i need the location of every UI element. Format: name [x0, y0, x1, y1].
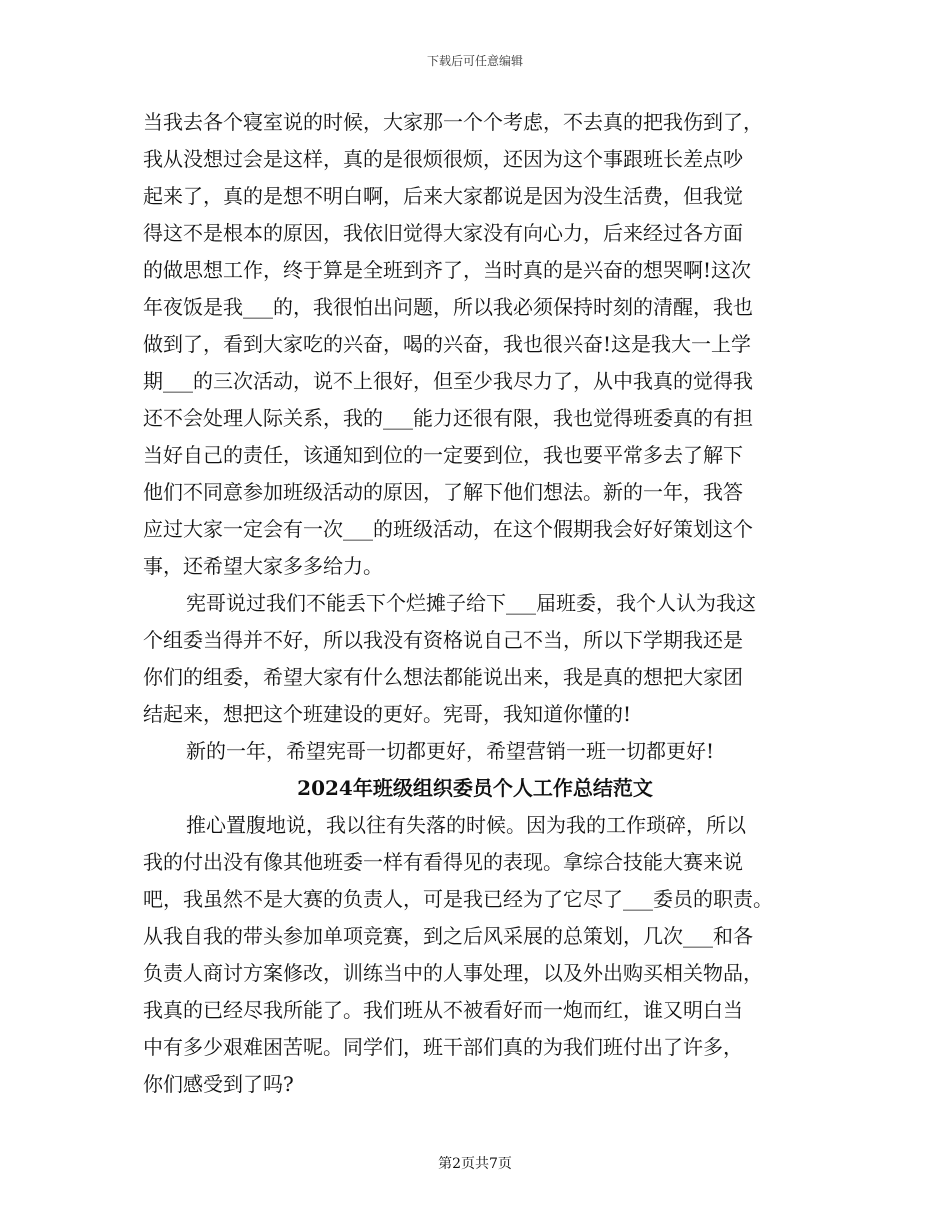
- text-line: 还不会处理人际关系，我的___能力还很有限，我也觉得班委真的有担: [143, 406, 753, 430]
- text-line: 我真的已经尽我所能了。我们班从不被看好而一炮而红，谁又明白当: [143, 998, 743, 1022]
- text-line: 期___的三次活动，说不上很好，但至少我尽力了，从中我真的觉得我: [143, 369, 753, 393]
- section-heading: 2024年班级组织委员个人工作总结范文: [297, 776, 653, 800]
- text-line: 起来了，真的是想不明白啊，后来大家都说是因为没生活费，但我觉: [143, 184, 743, 208]
- text-line: 应过大家一定会有一次___的班级活动，在这个假期我会好好策划这个: [143, 517, 753, 541]
- paragraph-first-line: 新的一年，希望宪哥一切都更好，希望营销一班一切都更好!: [186, 739, 715, 763]
- text-line: 你们的组委，希望大家有什么想法都能说出来，我是真的想把大家团: [143, 665, 743, 689]
- paragraph-first-line: 宪哥说过我们不能丢下个烂摊子给下___届班委，我个人认为我这: [186, 591, 756, 615]
- document-body: [0, 104, 950, 1103]
- text-line: 事，还希望大家多多给力。: [143, 554, 383, 578]
- text-line: 做到了，看到大家吃的兴奋，喝的兴奋，我也很兴奋!这是我大一上学: [143, 332, 752, 356]
- text-line: 结起来，想把这个班建设的更好。宪哥，我知道你懂的!: [143, 702, 632, 726]
- text-line: 我的付出没有像其他班委一样有看得见的表现。拿综合技能大赛来说: [143, 850, 743, 874]
- text-line: 得这不是根本的原因，我依旧觉得大家没有向心力，后来经过各方面: [143, 221, 743, 245]
- text-line: 吧，我虽然不是大赛的负责人，可是我已经为了它尽了___委员的职责。: [143, 887, 773, 911]
- text-line: 中有多少艰难困苦呢。同学们，班干部们真的为我们班付出了许多，: [143, 1035, 743, 1059]
- text-line: 当我去各个寝室说的时候，大家那一个个考虑，不去真的把我伤到了，: [143, 110, 763, 134]
- text-line: 当好自己的责任，该通知到位的一定要到位，我也要平常多去了解下: [143, 443, 743, 467]
- text-line: 他们不同意参加班级活动的原因，了解下他们想法。新的一年，我答: [143, 480, 743, 504]
- text-line: 负责人商讨方案修改，训练当中的人事处理，以及外出购买相关物品，: [143, 961, 763, 985]
- text-line: 个组委当得并不好，所以我没有资格说自己不当，所以下学期我还是: [143, 628, 743, 652]
- text-line: 年夜饭是我___的，我很怕出问题，所以我必须保持时刻的清醒，我也: [143, 295, 753, 319]
- paragraph-first-line: 推心置腹地说，我以往有失落的时候。因为我的工作琐碎，所以: [186, 813, 746, 837]
- page-header: 下载后可任意编辑: [426, 54, 523, 68]
- text-line: 你们感受到了吗?: [143, 1072, 294, 1096]
- text-line: 的做思想工作，终于算是全班到齐了，当时真的是兴奋的想哭啊!这次: [143, 258, 752, 282]
- text-line: 从我自我的带头参加单项竞赛，到之后风采展的总策划，几次___和各: [143, 924, 753, 948]
- text-line: 我从没想过会是这样，真的是很烦很烦，还因为这个事跟班长差点吵: [143, 147, 743, 171]
- page-number: 第2页共7页: [438, 1156, 512, 1172]
